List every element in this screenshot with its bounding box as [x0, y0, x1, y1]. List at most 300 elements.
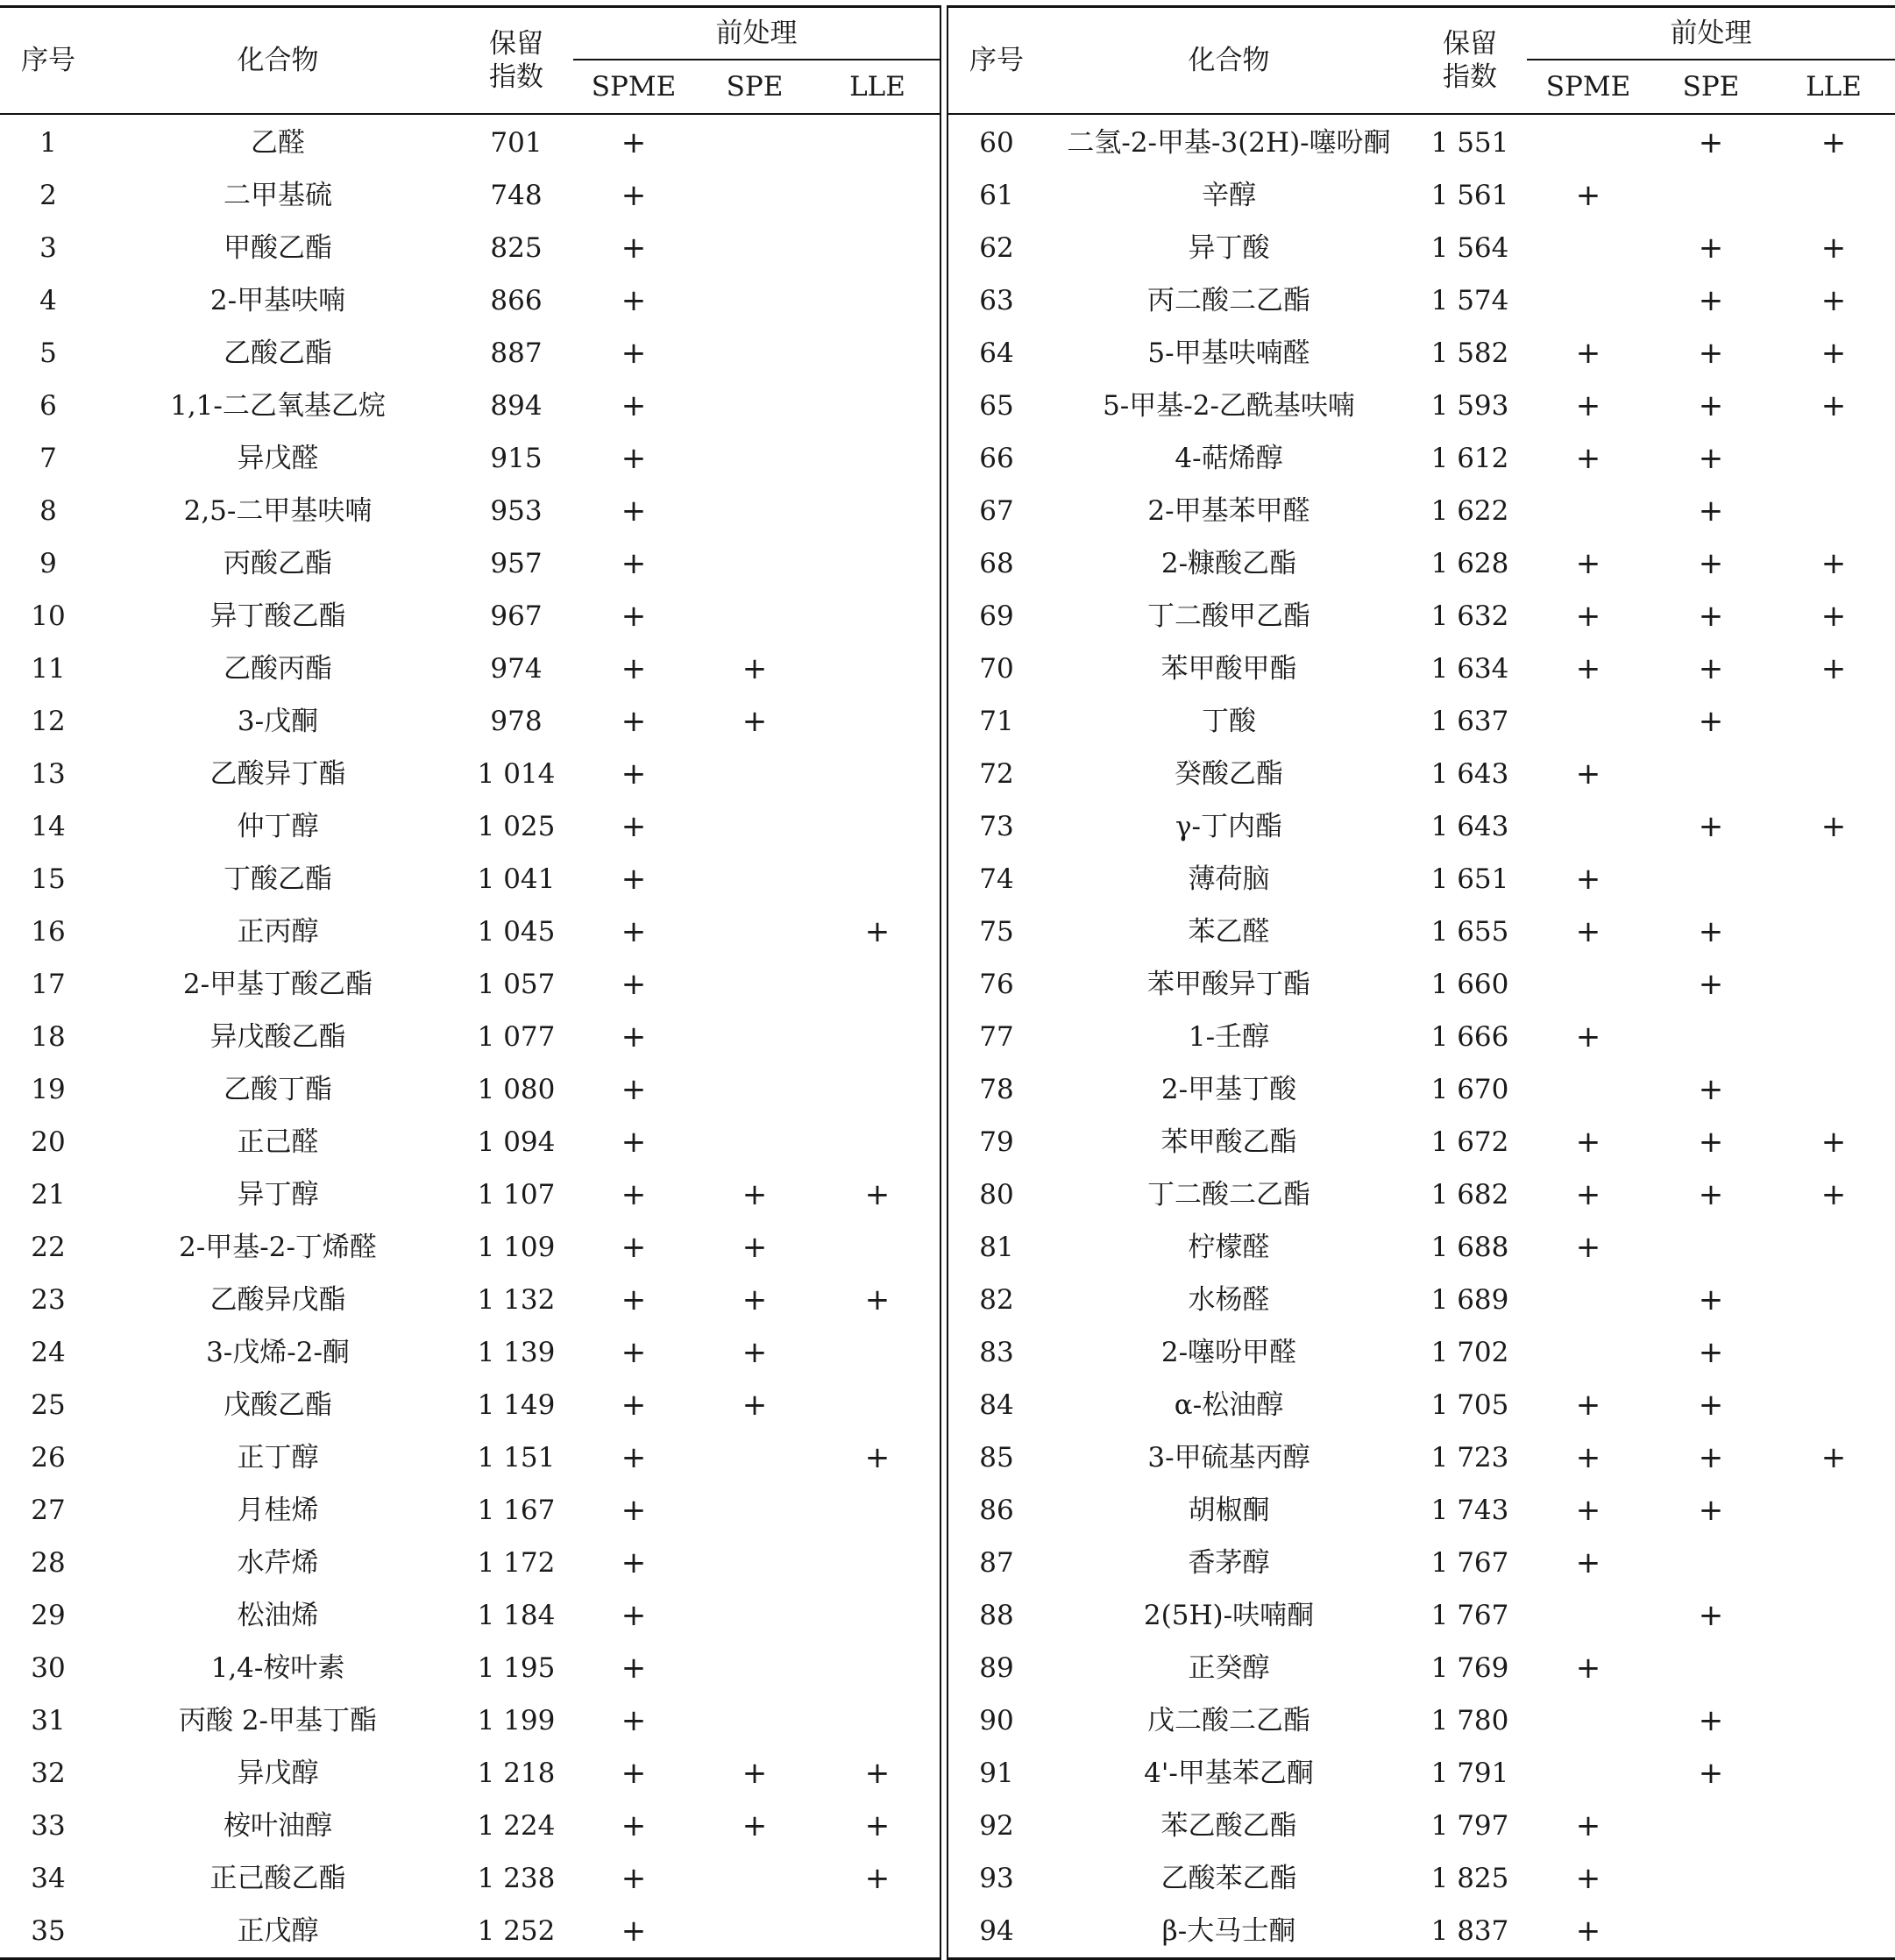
retention-index-cell: 915 [490, 443, 543, 474]
table-row [948, 905, 1895, 958]
retention-index-cell: 1 622 [1430, 495, 1509, 527]
seq-cell: 79 [979, 1126, 1014, 1158]
compound-cell: 2-甲基苯甲醛 [1147, 495, 1310, 527]
retention-index-cell: 1 252 [477, 1915, 556, 1947]
lle-cell [1772, 432, 1895, 485]
spe-cell [694, 1589, 815, 1642]
compound-cell: 乙酸乙酯 [224, 337, 332, 369]
seq-cell: 17 [31, 969, 66, 1000]
seq-cell: 83 [979, 1337, 1014, 1368]
seq-cell: 28 [31, 1547, 66, 1579]
spe-cell [1650, 1537, 1772, 1589]
header-pretreatment: 前处理 [1527, 8, 1895, 60]
seq-cell: 31 [31, 1705, 66, 1736]
retention-index-cell: 825 [490, 232, 543, 264]
table-row [948, 1537, 1895, 1589]
retention-index-cell: 1 184 [477, 1600, 556, 1631]
retention-index-cell: 1 723 [1430, 1442, 1509, 1474]
spe-cell [1650, 1800, 1772, 1852]
table-row [948, 958, 1895, 1011]
lle-cell: + [1820, 283, 1847, 318]
compound-cell: 月桂烯 [237, 1495, 319, 1526]
table-row [948, 222, 1895, 274]
lle-cell: + [1820, 599, 1847, 634]
spme-cell: + [621, 704, 647, 739]
lle-cell [1772, 1537, 1895, 1589]
spe-cell: + [742, 1756, 768, 1791]
spe-cell: + [1698, 494, 1724, 529]
lle-cell: + [864, 1808, 891, 1843]
spme-cell: + [621, 441, 647, 476]
lle-cell [815, 1905, 940, 1957]
spme-cell [1527, 695, 1650, 748]
table-row [0, 905, 940, 958]
spe-cell [694, 1011, 815, 1063]
spme-cell: + [1575, 599, 1601, 634]
spme-cell: + [621, 1545, 647, 1580]
spme-cell: + [621, 125, 647, 160]
table-row [0, 1168, 940, 1221]
retention-index-cell: 1 825 [1430, 1863, 1509, 1894]
spme-cell: + [1575, 388, 1601, 423]
table-row [948, 1011, 1895, 1063]
compound-cell: 苯甲酸甲酯 [1160, 653, 1297, 685]
compound-cell: 3-戊酮 [237, 706, 319, 737]
retention-index-cell: 1 767 [1430, 1547, 1509, 1579]
seq-cell: 90 [979, 1705, 1014, 1736]
compound-cell: 柠檬醛 [1188, 1232, 1270, 1263]
lle-cell [815, 274, 940, 327]
compound-cell: 正己醛 [237, 1126, 319, 1158]
retention-index-cell: 887 [490, 337, 543, 369]
spme-cell: + [621, 336, 647, 371]
compound-cell: 苯甲酸异丁酯 [1147, 969, 1310, 1000]
retention-index-cell: 1 224 [477, 1810, 556, 1842]
spe-cell: + [1698, 1282, 1724, 1317]
spme-cell: + [1575, 1808, 1601, 1843]
spme-cell: + [1575, 441, 1601, 476]
lle-cell [1772, 905, 1895, 958]
retention-index-cell: 1 149 [477, 1389, 556, 1421]
header-spe: SPE [1650, 60, 1772, 114]
seq-cell: 14 [31, 811, 66, 842]
spme-cell [1527, 1326, 1650, 1379]
lle-cell [815, 169, 940, 222]
spe-cell [1650, 1905, 1772, 1957]
seq-cell: 22 [31, 1232, 66, 1263]
spe-cell [694, 1484, 815, 1537]
compound-cell: 异丁酸 [1188, 232, 1270, 264]
compound-cell: 正丙醇 [237, 916, 319, 948]
seq-cell: 32 [31, 1758, 66, 1789]
compound-cell: 2,5-二甲基呋喃 [183, 495, 373, 527]
compound-cell: 3-甲硫基丙醇 [1147, 1442, 1310, 1474]
header-compound: 化合物 [96, 8, 459, 114]
compound-cell: 丁二酸二乙酯 [1147, 1179, 1310, 1211]
spme-cell: + [621, 178, 647, 213]
table-row [948, 853, 1895, 905]
spe-cell [1650, 853, 1772, 905]
lle-cell: + [1820, 231, 1847, 266]
spe-cell: + [742, 1282, 768, 1317]
lle-cell [815, 485, 940, 537]
table-row [0, 114, 940, 169]
seq-cell: 68 [979, 548, 1014, 579]
retention-index-cell: 1 014 [477, 758, 556, 790]
lle-cell [1772, 958, 1895, 1011]
table-row [0, 1642, 940, 1694]
spe-cell [694, 748, 815, 800]
spme-cell: + [1575, 1545, 1601, 1580]
retention-index-cell: 1 651 [1430, 863, 1509, 895]
table-row [0, 1274, 940, 1326]
lle-cell [815, 1694, 940, 1747]
spe-cell [694, 853, 815, 905]
retention-index-cell: 1 612 [1430, 443, 1509, 474]
compound-cell: 水杨醛 [1188, 1284, 1270, 1316]
retention-index-cell: 1 670 [1430, 1074, 1509, 1105]
spme-cell: + [1575, 1019, 1601, 1055]
table-row [948, 748, 1895, 800]
spe-cell: + [742, 651, 768, 686]
compound-cell: 辛醇 [1202, 180, 1256, 211]
table-row [0, 1537, 940, 1589]
compound-cell: 5-甲基-2-乙酰基呋喃 [1103, 390, 1355, 422]
spe-cell: + [1698, 388, 1724, 423]
retention-index-cell: 1 574 [1430, 285, 1509, 316]
table-row [0, 327, 940, 380]
table-right-body [948, 114, 1895, 1957]
table-row [0, 748, 940, 800]
retention-index-cell: 701 [490, 127, 543, 159]
retention-index-cell: 1 637 [1430, 706, 1509, 737]
compound-cell: 苯乙醛 [1188, 916, 1270, 948]
seq-cell: 77 [979, 1021, 1014, 1053]
lle-cell [1772, 1326, 1895, 1379]
seq-cell: 66 [979, 443, 1014, 474]
spe-cell: + [1698, 1388, 1724, 1423]
spme-cell: + [1575, 1861, 1601, 1896]
spme-cell: + [621, 1808, 647, 1843]
spme-cell: + [1575, 1388, 1601, 1423]
spe-cell [1650, 1011, 1772, 1063]
seq-cell: 25 [31, 1389, 66, 1421]
header-lle: LLE [1772, 60, 1895, 114]
table-row [0, 1747, 940, 1800]
seq-cell: 23 [31, 1284, 66, 1316]
lle-cell [815, 1537, 940, 1589]
compound-cell: 苯甲酸乙酯 [1160, 1126, 1297, 1158]
table-row [948, 114, 1895, 169]
retention-index-cell: 1 195 [477, 1652, 556, 1684]
table-row [948, 1116, 1895, 1168]
table-row [0, 800, 940, 853]
retention-index-cell: 974 [490, 653, 543, 685]
table-row [0, 853, 940, 905]
spme-cell [1527, 1063, 1650, 1116]
table-row [948, 1431, 1895, 1484]
retention-index-cell: 1 797 [1430, 1810, 1509, 1842]
lle-cell [1772, 1694, 1895, 1747]
seq-cell: 62 [979, 232, 1014, 264]
seq-cell: 19 [31, 1074, 66, 1105]
compound-cell: 正戊醇 [237, 1915, 319, 1947]
seq-cell: 27 [31, 1495, 66, 1526]
retention-index-cell: 1 672 [1430, 1126, 1509, 1158]
header-retention-line1: 保留 [1443, 28, 1497, 60]
spme-cell: + [621, 599, 647, 634]
seq-cell: 4 [39, 285, 57, 316]
lle-cell [1772, 169, 1895, 222]
header-retention-index [1413, 8, 1527, 114]
spme-cell: + [1575, 914, 1601, 949]
seq-cell: 69 [979, 600, 1014, 632]
spe-cell [694, 1852, 815, 1905]
table-left-half [0, 5, 940, 1960]
retention-index-cell: 1 045 [477, 916, 556, 948]
seq-cell: 20 [31, 1126, 66, 1158]
spme-cell: + [1575, 1440, 1601, 1475]
compound-cell: 3-戊烯-2-酮 [206, 1337, 350, 1368]
spme-cell: + [621, 1019, 647, 1055]
compound-cell: 2-糠酸乙酯 [1160, 548, 1297, 579]
spe-cell: + [1698, 1335, 1724, 1370]
table-row [0, 1379, 940, 1431]
seq-cell: 72 [979, 758, 1014, 790]
retention-index-cell: 1 218 [477, 1758, 556, 1789]
table-row [0, 222, 940, 274]
table-row [0, 1326, 940, 1379]
spme-cell [1527, 274, 1650, 327]
table-row [0, 1694, 940, 1747]
spe-cell [694, 485, 815, 537]
compound-cell: 丁二酸甲乙酯 [1147, 600, 1310, 632]
seq-cell: 94 [979, 1915, 1014, 1947]
retention-index-cell: 967 [490, 600, 543, 632]
spe-cell [694, 905, 815, 958]
compound-cell: 乙酸丙酯 [224, 653, 332, 685]
seq-cell: 91 [979, 1758, 1014, 1789]
seq-cell: 8 [39, 495, 57, 527]
lle-cell [1772, 1484, 1895, 1537]
table-row [0, 380, 940, 432]
retention-index-cell: 1 109 [477, 1232, 556, 1263]
spe-cell [694, 432, 815, 485]
spe-cell: + [1698, 704, 1724, 739]
lle-cell [815, 537, 940, 590]
lle-cell [815, 432, 940, 485]
table-left [0, 8, 940, 1957]
spe-cell [694, 380, 815, 432]
seq-cell: 7 [39, 443, 57, 474]
spe-cell [694, 1063, 815, 1116]
spe-cell: + [1698, 1703, 1724, 1738]
spe-cell [694, 274, 815, 327]
header-retention-index [459, 8, 573, 114]
table-row [0, 274, 940, 327]
compound-cell: 仲丁醇 [237, 811, 319, 842]
spme-cell: + [1575, 1651, 1601, 1686]
table-row [0, 1116, 940, 1168]
compound-cell: 1,1-二乙氧基乙烷 [170, 390, 386, 422]
compound-cell: α-松油醇 [1174, 1389, 1284, 1421]
seq-cell: 12 [31, 706, 66, 737]
spe-cell [1650, 1852, 1772, 1905]
spe-cell: + [1698, 1177, 1724, 1212]
lle-cell [815, 958, 940, 1011]
seq-cell: 92 [979, 1810, 1014, 1842]
table-row [948, 169, 1895, 222]
spme-cell: + [621, 1493, 647, 1528]
lle-cell [1772, 748, 1895, 800]
compound-cell: 异丁酸乙酯 [209, 600, 346, 632]
retention-index-cell: 1 666 [1430, 1021, 1509, 1053]
table-row [948, 1642, 1895, 1694]
spme-cell [1527, 114, 1650, 169]
spme-cell [1527, 1747, 1650, 1800]
lle-cell [815, 1116, 940, 1168]
seq-cell: 11 [31, 653, 66, 685]
table-right [948, 8, 1895, 1957]
retention-index-cell: 1 628 [1430, 548, 1509, 579]
spme-cell: + [621, 1388, 647, 1423]
lle-cell: + [1820, 125, 1847, 160]
spme-cell: + [1575, 756, 1601, 792]
retention-index-cell: 1 780 [1430, 1705, 1509, 1736]
spme-cell: + [621, 1125, 647, 1160]
spe-cell: + [1698, 1125, 1724, 1160]
compound-cell: 薄荷脑 [1188, 863, 1270, 895]
compound-cell: 2-甲基丁酸 [1160, 1074, 1297, 1105]
compound-cell: 乙酸异丁酯 [209, 758, 346, 790]
retention-index-cell: 1 564 [1430, 232, 1509, 264]
seq-cell: 89 [979, 1652, 1014, 1684]
spme-cell: + [1575, 546, 1601, 581]
table-row [948, 1800, 1895, 1852]
spe-cell: + [1698, 336, 1724, 371]
spe-cell [1650, 1221, 1772, 1274]
spe-cell [694, 1431, 815, 1484]
retention-index-cell: 1 767 [1430, 1600, 1509, 1631]
lle-cell [815, 222, 940, 274]
spme-cell [1527, 958, 1650, 1011]
table-row [948, 274, 1895, 327]
table-row [948, 1221, 1895, 1274]
spme-cell: + [621, 862, 647, 897]
lle-cell: + [864, 1282, 891, 1317]
header-lle: LLE [815, 60, 940, 114]
lle-cell [815, 695, 940, 748]
spe-cell [694, 537, 815, 590]
header-seq: 序号 [948, 8, 1045, 114]
spe-cell: + [1698, 651, 1724, 686]
lle-cell [815, 114, 940, 169]
table-row [0, 1221, 940, 1274]
compound-cell: 丁酸 [1202, 706, 1256, 737]
seq-cell: 64 [979, 337, 1014, 369]
spe-cell: + [1698, 967, 1724, 1002]
seq-cell: 21 [31, 1179, 66, 1211]
spe-cell: + [742, 1388, 768, 1423]
lle-cell [815, 1642, 940, 1694]
spe-cell: + [1698, 1072, 1724, 1107]
lle-cell [1772, 1642, 1895, 1694]
table-row [948, 1326, 1895, 1379]
table-row [948, 432, 1895, 485]
header-retention-line2: 指数 [1443, 61, 1497, 93]
table-row [948, 327, 1895, 380]
seq-cell: 9 [39, 548, 57, 579]
retention-index-cell: 1 132 [477, 1284, 556, 1316]
spme-cell: + [1575, 651, 1601, 686]
retention-index-cell: 1 080 [477, 1074, 556, 1105]
spe-cell: + [742, 1230, 768, 1265]
retention-index-cell: 1 551 [1430, 127, 1509, 159]
retention-index-cell: 978 [490, 706, 543, 737]
table-row [948, 1484, 1895, 1537]
spme-cell [1527, 1274, 1650, 1326]
lle-cell [815, 327, 940, 380]
lle-cell [1772, 1747, 1895, 1800]
table-row [948, 1747, 1895, 1800]
compound-cell: 丙酸 2-甲基丁酯 [178, 1705, 378, 1736]
retention-index-cell: 1 041 [477, 863, 556, 895]
table-row [0, 1800, 940, 1852]
table-row [948, 1274, 1895, 1326]
retention-index-cell: 1 689 [1430, 1284, 1509, 1316]
retention-index-cell: 1 634 [1430, 653, 1509, 685]
seq-cell: 93 [979, 1863, 1014, 1894]
table-row [948, 590, 1895, 643]
lle-cell: + [1820, 546, 1847, 581]
compound-cell: 戊二酸二乙酯 [1147, 1705, 1310, 1736]
retention-index-cell: 1 791 [1430, 1758, 1509, 1789]
spe-cell [694, 114, 815, 169]
compound-cell: 胡椒酮 [1188, 1495, 1270, 1526]
lle-cell [1772, 1589, 1895, 1642]
spe-cell [694, 327, 815, 380]
compound-table [0, 5, 1895, 1960]
spe-cell: + [1698, 914, 1724, 949]
table-row [0, 169, 940, 222]
compound-cell: 桉叶油醇 [224, 1810, 332, 1842]
lle-cell: + [1820, 1177, 1847, 1212]
lle-cell [1772, 1063, 1895, 1116]
spme-cell: + [621, 967, 647, 1002]
spme-cell: + [1575, 336, 1601, 371]
seq-cell: 80 [979, 1179, 1014, 1211]
spe-cell: + [1698, 599, 1724, 634]
spe-cell [694, 1642, 815, 1694]
table-row [0, 1063, 940, 1116]
table-row [0, 1011, 940, 1063]
retention-index-cell: 1 172 [477, 1547, 556, 1579]
compound-cell: 乙酸异戊酯 [209, 1284, 346, 1316]
retention-index-cell: 1 077 [477, 1021, 556, 1053]
spme-cell [1527, 222, 1650, 274]
compound-cell: 异戊酸乙酯 [209, 1021, 346, 1053]
lle-cell: + [1820, 336, 1847, 371]
seq-cell: 29 [31, 1600, 66, 1631]
table-row [948, 380, 1895, 432]
spme-cell: + [621, 1703, 647, 1738]
spe-cell [694, 1694, 815, 1747]
lle-cell [815, 1484, 940, 1537]
seq-cell: 2 [39, 180, 57, 211]
retention-index-cell: 1 107 [477, 1179, 556, 1211]
table-row [948, 1168, 1895, 1221]
spe-cell: + [1698, 1440, 1724, 1475]
